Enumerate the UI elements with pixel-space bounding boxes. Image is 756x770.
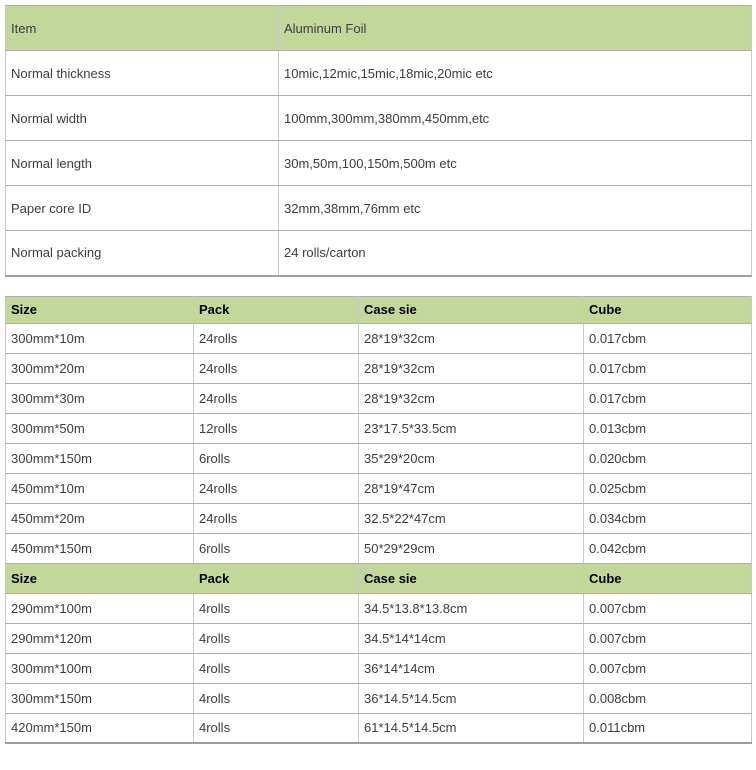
cell-cube: 0.011cbm <box>584 713 752 743</box>
cell-pack: 6rolls <box>194 533 359 563</box>
column-header-size: Size <box>6 563 194 593</box>
cell-pack: 12rolls <box>194 413 359 443</box>
spec-value: 100mm,300mm,380mm,450mm,etc <box>279 96 752 141</box>
cell-cube: 0.025cbm <box>584 473 752 503</box>
cell-size: 420mm*150m <box>6 713 194 743</box>
cell-cube: 0.034cbm <box>584 503 752 533</box>
cell-pack: 4rolls <box>194 653 359 683</box>
cell-cube: 0.007cbm <box>584 623 752 653</box>
packing-row <box>6 503 752 533</box>
column-header-case-sie: Case sie <box>359 563 584 593</box>
cell-pack: 24rolls <box>194 503 359 533</box>
cell-case-sie: 34.5*13.8*13.8cm <box>359 593 584 623</box>
packing-row <box>6 383 752 413</box>
cell-case-sie: 36*14.5*14.5cm <box>359 683 584 713</box>
packing-row <box>6 353 752 383</box>
packing-row <box>6 533 752 563</box>
cell-case-sie: 28*19*32cm <box>359 353 584 383</box>
cell-cube: 0.017cbm <box>584 323 752 353</box>
cell-size: 300mm*30m <box>6 383 194 413</box>
cell-size: 450mm*10m <box>6 473 194 503</box>
cell-pack: 6rolls <box>194 443 359 473</box>
cell-size: 300mm*10m <box>6 323 194 353</box>
cell-pack: 4rolls <box>194 713 359 743</box>
cell-cube: 0.020cbm <box>584 443 752 473</box>
spec-value: 30m,50m,100,150m,500m etc <box>279 141 752 186</box>
column-header-pack: Pack <box>194 563 359 593</box>
cell-cube: 0.042cbm <box>584 533 752 563</box>
cell-case-sie: 34.5*14*14cm <box>359 623 584 653</box>
cell-size: 290mm*120m <box>6 623 194 653</box>
packing-row <box>6 323 752 353</box>
cell-pack: 4rolls <box>194 683 359 713</box>
spec-row-core-id <box>6 186 752 231</box>
spec-value: 24 rolls/carton <box>279 231 752 276</box>
spec-label: Normal thickness <box>6 51 279 96</box>
cell-size: 450mm*150m <box>6 533 194 563</box>
packing-row <box>6 443 752 473</box>
spec-label: Paper core ID <box>6 186 279 231</box>
spec-row-packing <box>6 231 752 276</box>
spec-row-length <box>6 141 752 186</box>
cell-cube: 0.007cbm <box>584 653 752 683</box>
spec-row-thickness <box>6 51 752 96</box>
packing-row <box>6 683 752 713</box>
packing-row <box>6 593 752 623</box>
spec-value: 32mm,38mm,76mm etc <box>279 186 752 231</box>
cell-size: 300mm*150m <box>6 683 194 713</box>
cell-cube: 0.017cbm <box>584 383 752 413</box>
cell-size: 300mm*150m <box>6 443 194 473</box>
cell-case-sie: 23*17.5*33.5cm <box>359 413 584 443</box>
column-header-case-sie: Case sie <box>359 296 584 323</box>
spec-row-width <box>6 96 752 141</box>
column-header-size: Size <box>6 296 194 323</box>
cell-size: 300mm*20m <box>6 353 194 383</box>
cell-case-sie: 61*14.5*14.5cm <box>359 713 584 743</box>
column-header-pack: Pack <box>194 296 359 323</box>
packing-row <box>6 623 752 653</box>
cell-pack: 24rolls <box>194 323 359 353</box>
spec-value: 10mic,12mic,15mic,18mic,20mic etc <box>279 51 752 96</box>
spec-table <box>5 5 752 277</box>
column-header-cube: Cube <box>584 296 752 323</box>
cell-cube: 0.017cbm <box>584 353 752 383</box>
cell-case-sie: 28*19*32cm <box>359 383 584 413</box>
cell-case-sie: 32.5*22*47cm <box>359 503 584 533</box>
cell-case-sie: 36*14*14cm <box>359 653 584 683</box>
cell-size: 450mm*20m <box>6 503 194 533</box>
cell-pack: 24rolls <box>194 473 359 503</box>
packing-table <box>5 296 752 745</box>
cell-pack: 4rolls <box>194 593 359 623</box>
packing-header-row-1 <box>6 296 752 323</box>
packing-row <box>6 413 752 443</box>
spec-label: Normal packing <box>6 231 279 276</box>
spec-header-row <box>6 6 752 51</box>
spec-label: Normal length <box>6 141 279 186</box>
cell-size: 300mm*50m <box>6 413 194 443</box>
spec-header-item: Item <box>6 6 279 51</box>
cell-case-sie: 35*29*20cm <box>359 443 584 473</box>
cell-size: 290mm*100m <box>6 593 194 623</box>
packing-row <box>6 653 752 683</box>
packing-row <box>6 713 752 743</box>
cell-case-sie: 50*29*29cm <box>359 533 584 563</box>
cell-size: 300mm*100m <box>6 653 194 683</box>
cell-pack: 24rolls <box>194 353 359 383</box>
cell-case-sie: 28*19*32cm <box>359 323 584 353</box>
spec-header-value: Aluminum Foil <box>279 6 752 51</box>
cell-cube: 0.007cbm <box>584 593 752 623</box>
cell-case-sie: 28*19*47cm <box>359 473 584 503</box>
cell-cube: 0.013cbm <box>584 413 752 443</box>
cell-cube: 0.008cbm <box>584 683 752 713</box>
packing-header-row-2 <box>6 563 752 593</box>
cell-pack: 24rolls <box>194 383 359 413</box>
packing-row <box>6 473 752 503</box>
cell-pack: 4rolls <box>194 623 359 653</box>
column-header-cube: Cube <box>584 563 752 593</box>
spec-label: Normal width <box>6 96 279 141</box>
